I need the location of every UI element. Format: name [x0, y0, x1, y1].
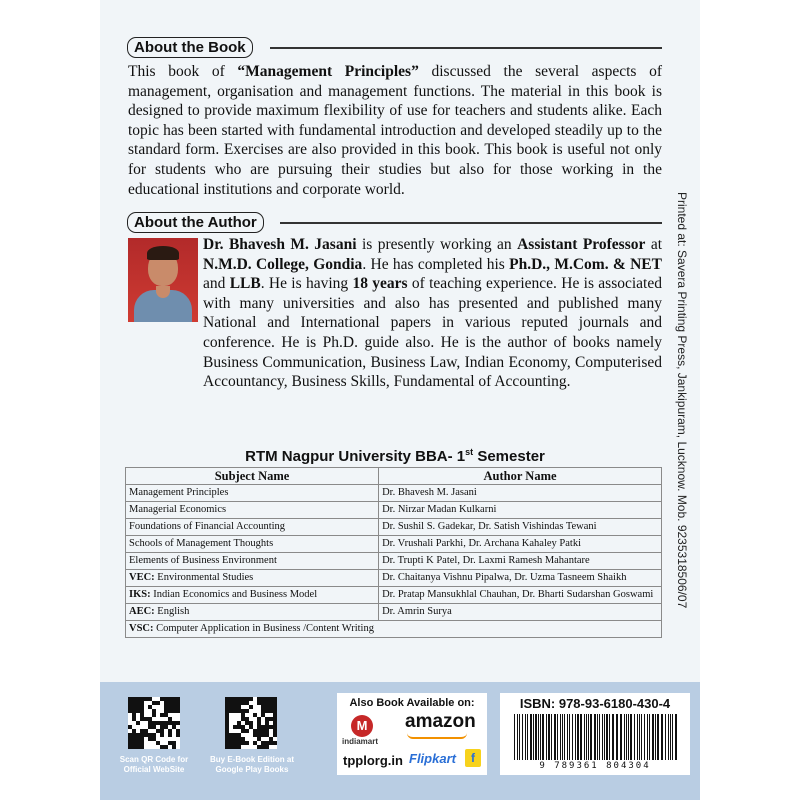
- table-row: VSC: Computer Application in Business /Content Writing: [126, 621, 662, 638]
- table-row: Elements of Business Environment Dr. Trupti K Patel, Dr. Laxmi Ramesh Mahantare: [126, 553, 662, 570]
- indiamart-logo-icon: M: [351, 715, 373, 737]
- available-title: Also Book Available on:: [349, 697, 475, 709]
- barcode-icon: [512, 714, 680, 764]
- about-author-heading: About the Author: [127, 212, 264, 233]
- author-photo: [128, 238, 198, 322]
- available-on-box: [337, 693, 487, 775]
- table-row: Schools of Management Thoughts Dr. Vrushali Parkhi, Dr. Archana Kahaley Patki: [126, 536, 662, 553]
- table-row: Foundations of Financial Accounting Dr. Sushil S. Gadekar, Dr. Satish Vishindas Tewani: [126, 519, 662, 536]
- barcode-digits: 9 789361 804304: [539, 761, 651, 771]
- website-link[interactable]: tpplorg.in: [343, 753, 403, 768]
- university-title: RTM Nagpur University BBA- 1st Semester: [245, 447, 545, 465]
- table-row: Managerial Economics Dr. Nirzar Madan Kulkarni: [126, 502, 662, 519]
- subjects-table: [125, 467, 662, 638]
- printer-credit: Printed at: Savera Printing Press, Jankipuram, Lucknow. Mob. 9235318506/07: [675, 192, 689, 609]
- table-row: IKS: Indian Economics and Business Model Dr. Pratap Mansukhlal Chauhan, Dr. Bharti Sudarshan Goswami: [126, 587, 662, 604]
- isbn-number: ISBN: 978-93-6180-430-4: [519, 696, 671, 711]
- flipkart-logo: Flipkart: [409, 751, 456, 766]
- table-row: AEC: English Dr. Amrin Surya: [126, 604, 662, 621]
- amazon-logo: amazon: [405, 711, 476, 732]
- flipkart-bag-icon: f: [465, 749, 481, 767]
- table-row: Management Principles Dr. Bhavesh M. Jasani: [126, 485, 662, 502]
- page-margin-right: [700, 0, 800, 800]
- qr-caption-website: Scan QR Code for Official WebSite: [119, 755, 189, 774]
- author-column-header: Author Name: [379, 468, 662, 485]
- page-margin-left: [0, 0, 100, 800]
- indiamart-label: indiamart: [342, 737, 379, 746]
- qr-caption-ebook: Buy E-Book Edition at Google Play Books: [210, 755, 294, 774]
- author-bio-top: Dr. Bhavesh M. Jasani is presently working an Assistant Professor at N.M.D. College, Gondia. He has completed his Ph.D., M.Com. & NET and LLB. He is having 18 years of teaching experience. He is associated with many universities and also has presented and published many National and International papers in various reputed journals and conference. He is Ph.D. guide also. He is the author of books namely Business Communication, Business Law, Indian Economy, Computerised Accountancy, Business Skills, Fundamental of Accounting.: [203, 236, 663, 391]
- ebook-qr-code[interactable]: [225, 697, 277, 749]
- table-row: VEC: Environmental Studies Dr. Chaitanya Vishnu Pipalwa, Dr. Uzma Tasneem Shaikh: [126, 570, 662, 587]
- about-book-heading: About the Book: [127, 37, 253, 58]
- heading-rule: [280, 222, 662, 224]
- amazon-smile-icon: [407, 733, 467, 739]
- heading-rule: [270, 47, 662, 49]
- isbn-box: [500, 693, 690, 775]
- subject-column-header: Subject Name: [126, 468, 379, 485]
- website-qr-code[interactable]: [128, 697, 180, 749]
- about-book-text: This book of “Management Principles” discussed the several aspects of management, organisation and management functions. The material in this book is designed to provide maximum flexibility of use for teachers and students alike. Each topic has been started with fundamental introduction and developed steadily up to the standard form. Exercises are also provided in this book. This book is useful not only for students who are pursuing their studies but also for those working in the educational institutions and corporate world.: [128, 63, 662, 198]
- table-header-row: [126, 468, 662, 485]
